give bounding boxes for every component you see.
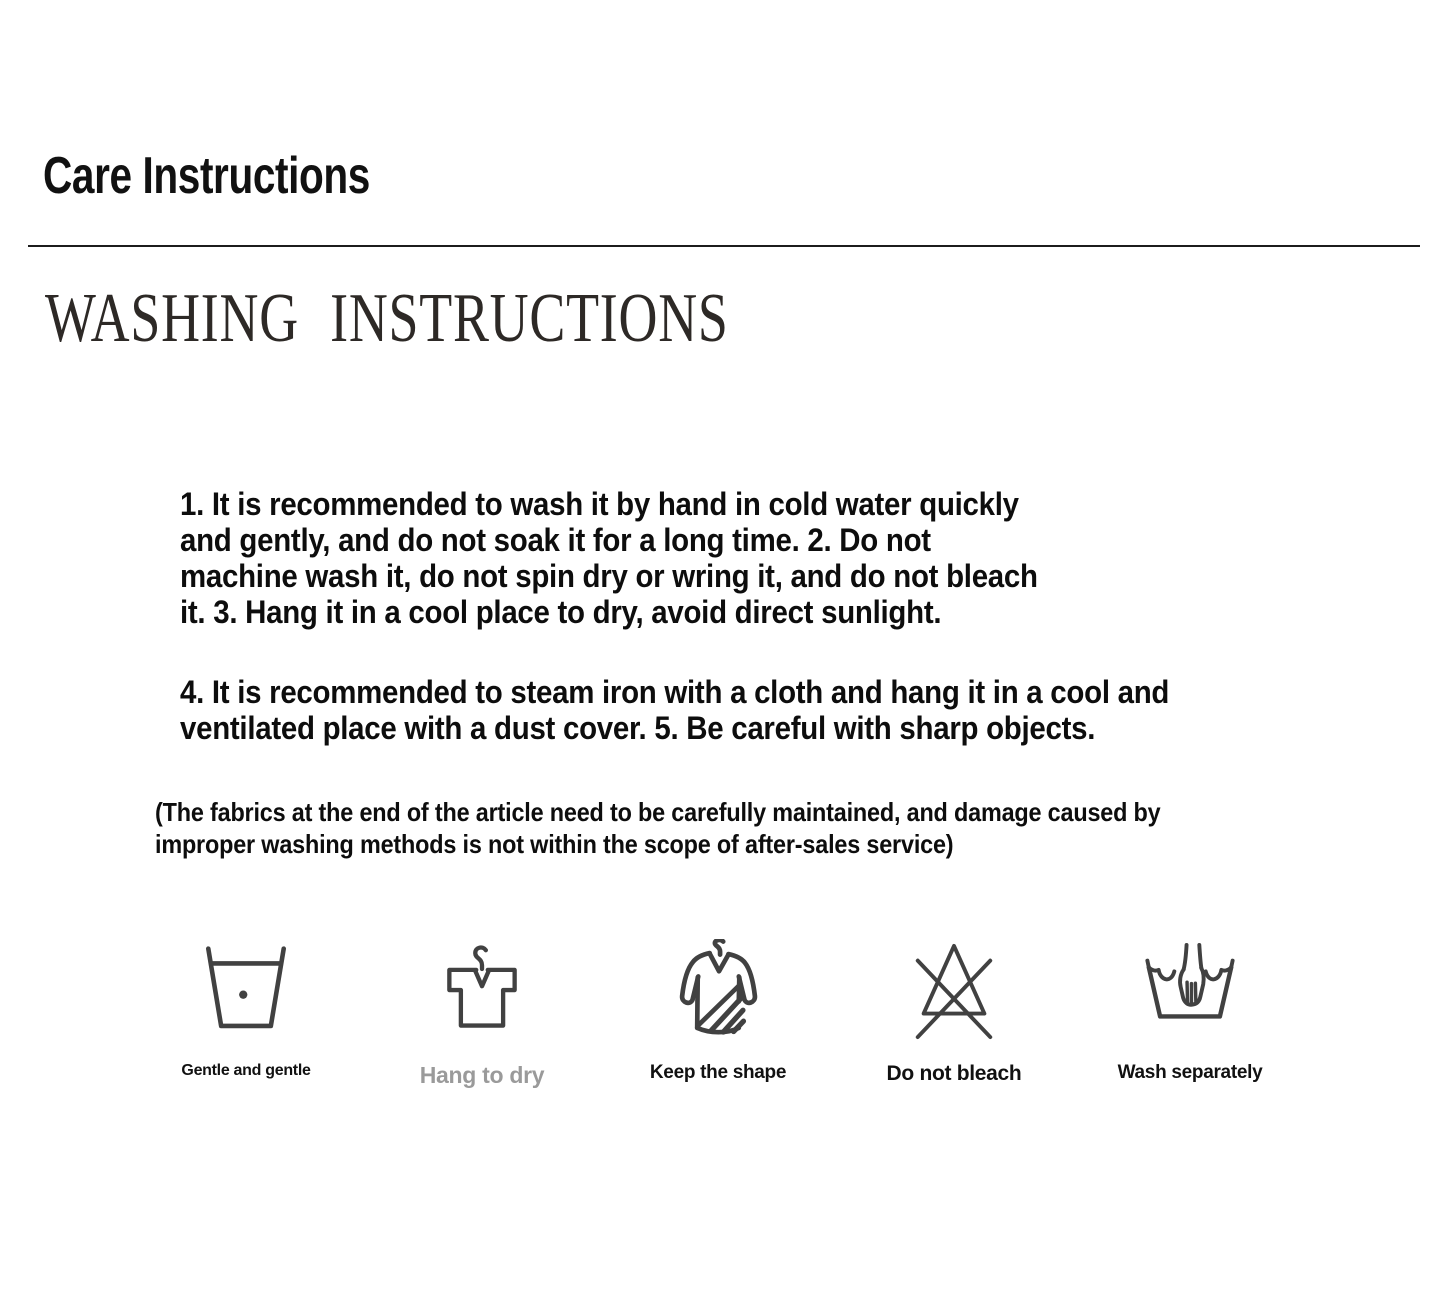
keep-shape-icon (664, 939, 772, 1043)
care-label: Hang to dry (419, 1062, 545, 1088)
text-line: ventilated place with a dust cover. 5. Be careful with sharp objects. (180, 710, 1096, 746)
care-item-keep-shape (600, 933, 836, 1089)
text-line: 1. It is recommended to wash it by hand in cold water quickly (180, 486, 1019, 522)
text-line: it. 3. Hang it in a cool place to dry, avoid direct sunlight. (180, 594, 942, 630)
gentle-wash-tub-icon (200, 945, 292, 1037)
do-not-bleach-icon (905, 936, 1003, 1046)
section-heading: WASHING INSTRUCTIONS (45, 280, 729, 357)
care-label: Do not bleach (886, 1062, 1022, 1085)
care-label: Gentle and gentle (181, 1062, 311, 1079)
care-item-wash-separately (1072, 933, 1308, 1089)
washing-steps-paragraph-1 (180, 486, 1038, 630)
care-label: Wash separately (1117, 1062, 1263, 1083)
care-symbols-row (128, 933, 1308, 1089)
hang-to-dry-icon (434, 942, 530, 1040)
wash-separately-icon (1135, 942, 1245, 1040)
text-line: (The fabrics at the end of the article need to be carefully maintained, and damage caused by (155, 797, 1161, 827)
text-line: 4. It is recommended to steam iron with a cloth and hang it in a cool and (180, 674, 1170, 710)
page-title: Care Instructions (43, 147, 370, 205)
text-line: machine wash it, do not spin dry or wring it, and do not bleach (180, 558, 1038, 594)
washing-steps-paragraph-2 (180, 674, 1169, 746)
care-item-do-not-bleach (836, 933, 1072, 1089)
divider-line (28, 245, 1420, 247)
care-item-gentle-wash (128, 933, 364, 1089)
care-item-hang-to-dry (364, 933, 600, 1089)
text-line: improper washing methods is not within the scope of after-sales service) (155, 829, 954, 859)
care-label: Keep the shape (649, 1062, 787, 1083)
after-sales-note (155, 796, 1161, 860)
text-line: and gently, and do not soak it for a long time. 2. Do not (180, 522, 931, 558)
